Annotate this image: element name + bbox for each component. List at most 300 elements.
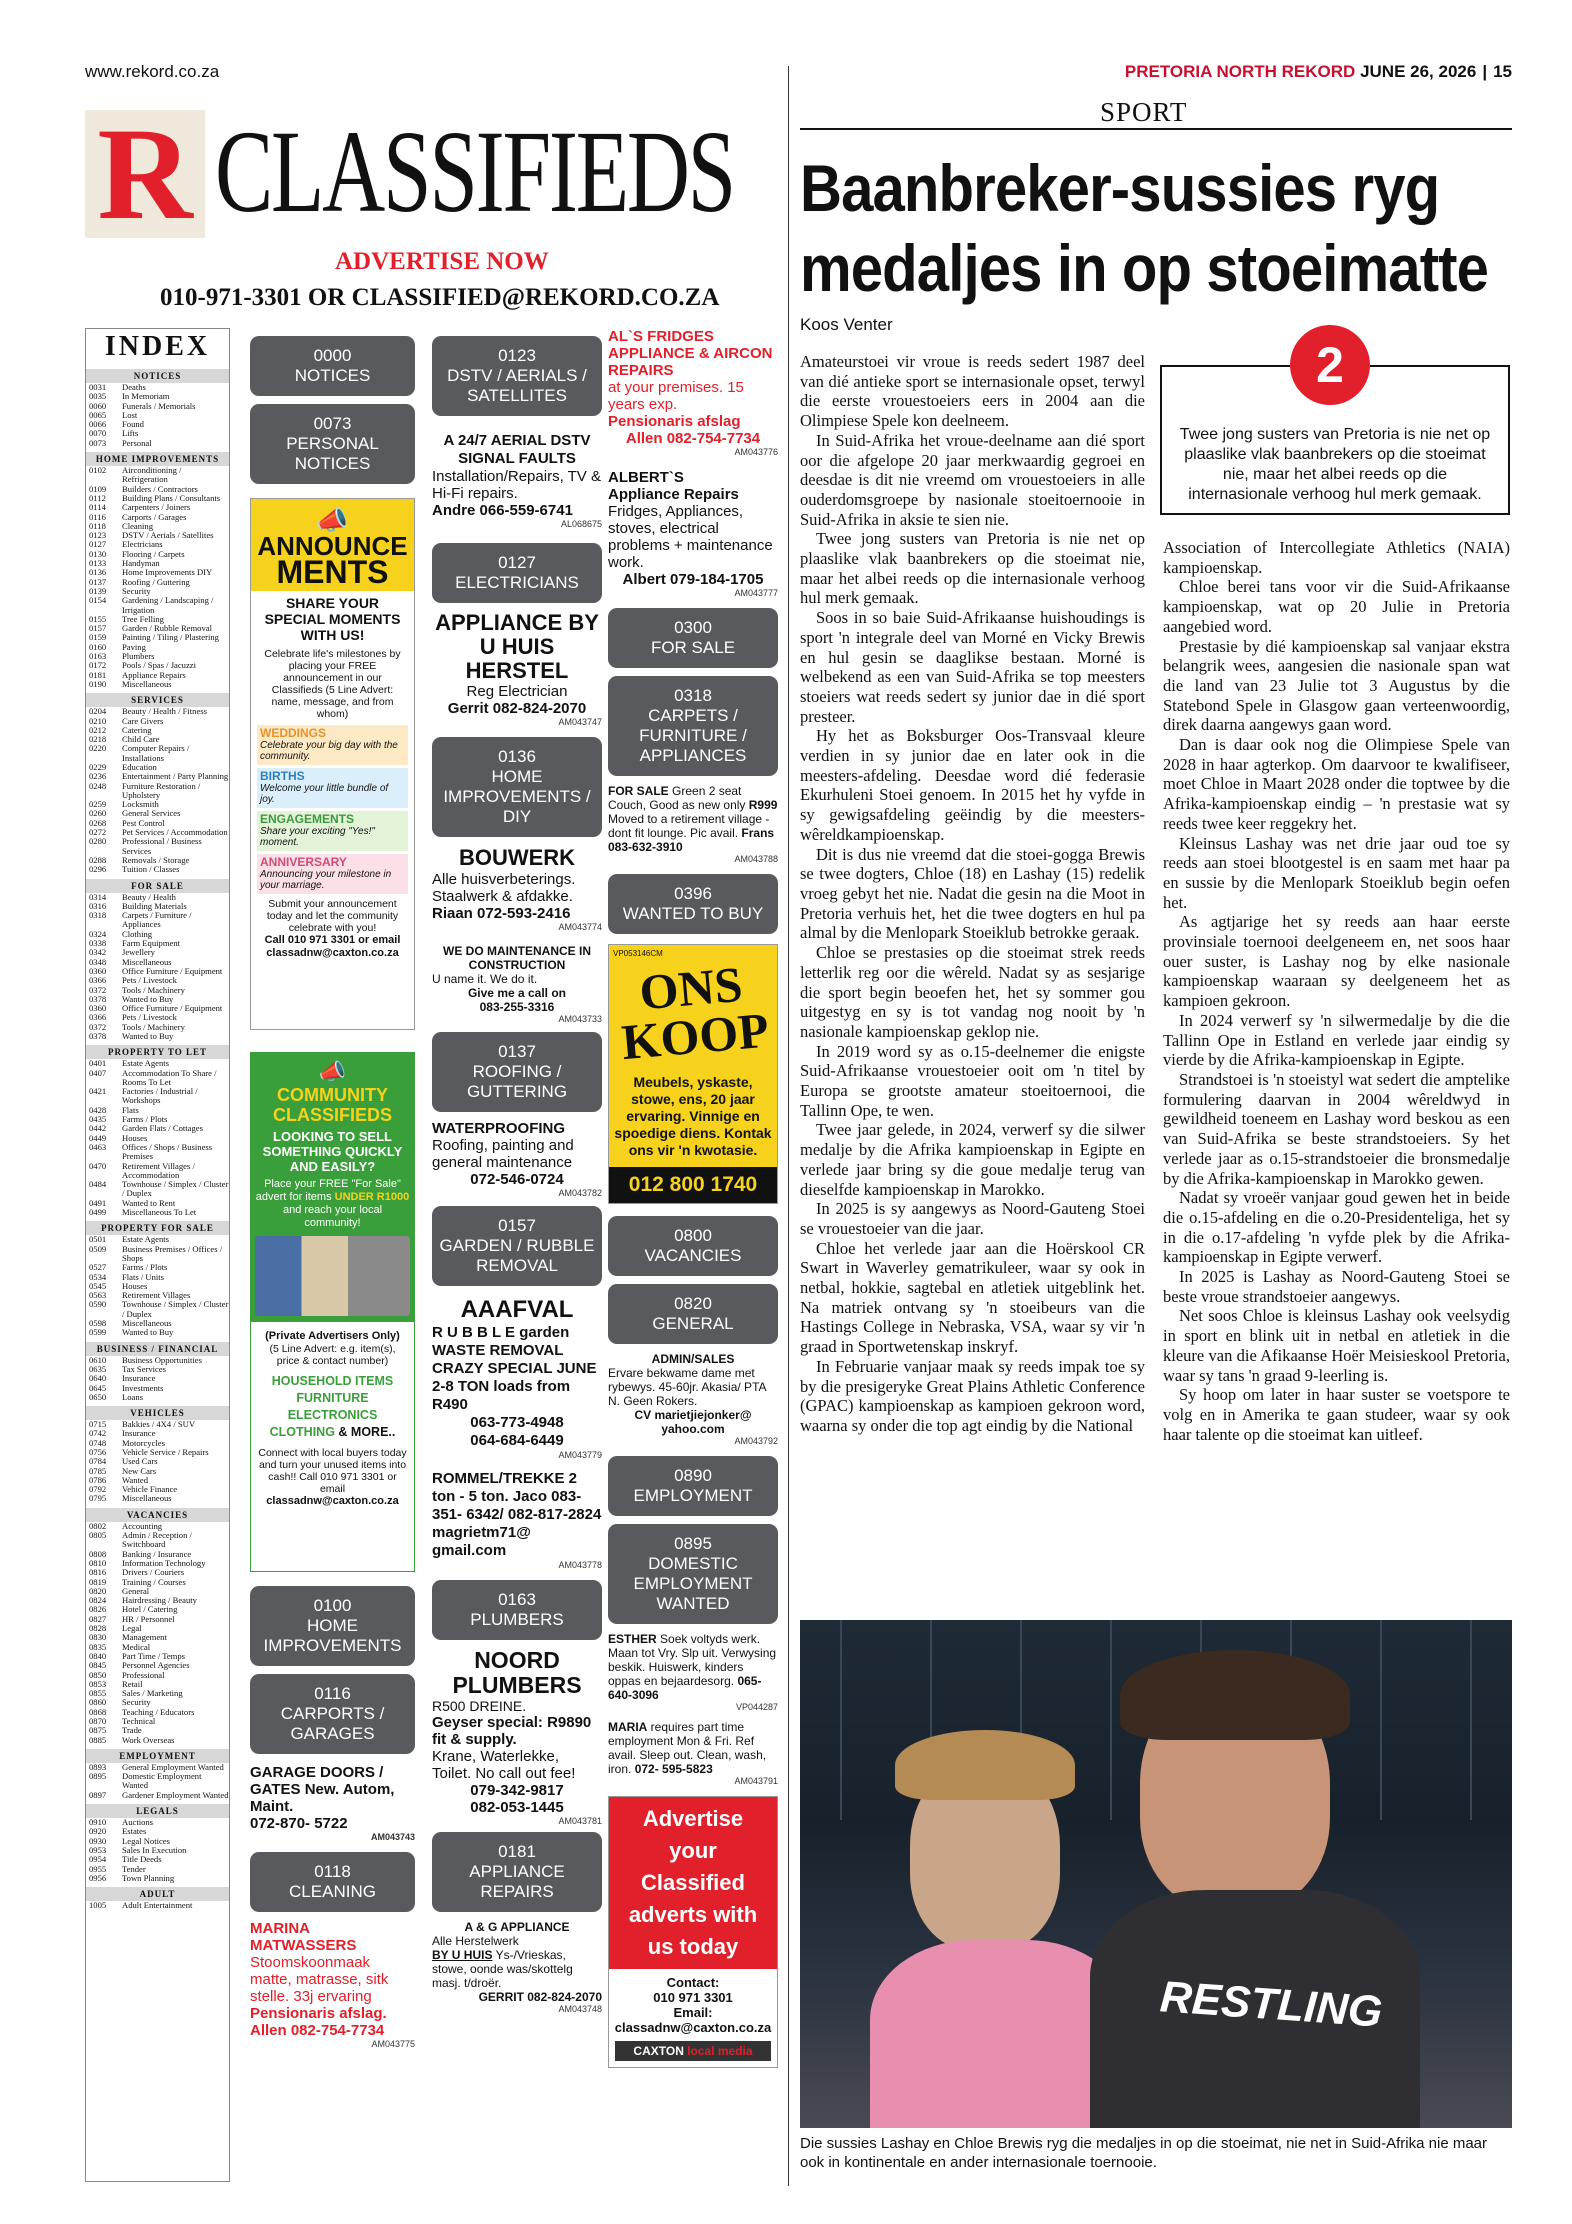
- ad-ref: AM043792: [734, 1436, 778, 1446]
- announce-email[interactable]: classadnw@caxton.co.za: [266, 947, 399, 959]
- section-label: SPORT: [1100, 97, 1188, 127]
- index-item[interactable]: 0324 Clothing: [89, 928, 153, 939]
- article-paragraph: Amateurstoei vir vroue is reeds sedert 1987 deel van dié antieke sport se internasionale opset, terwyl die eerste vrouestoeiers eers in 2004 aan die Olimpiese Spele kon deelneem.: [800, 352, 1145, 431]
- index-item[interactable]: 0401 Estate Agents: [89, 1058, 170, 1069]
- article-paragraph: In 2025 is sy aangewys as Noord-Gauteng Stoei se vrouestoeier van die jaar.: [800, 1199, 1145, 1238]
- index-item[interactable]: 0855 Sales / Marketing: [89, 1688, 183, 1699]
- article-paragraph: Twee jong susters van Pretoria is nie net op plaaslike vlak baanbrekers op die stoeimat nie, maar het albei reeds op die internasionale verhoog hul merk gemaak.: [800, 529, 1145, 608]
- index-item[interactable]: 0212 Catering: [89, 724, 152, 735]
- ad-ref: AL068675: [560, 519, 602, 529]
- article-paragraph: Strandstoei is 'n stoeistyl wat sedert die amptelike formulering daarvan in 2004 wêreldwyd in gewildheid toeneem en Lashay word beskou as een van Suid-Afrika se beste strandstoeiers. Sy het verlede jaar as o.15-strandstoeier die bronsmedalje by die Afrika-kampioenskap in Marokko gewen.: [1163, 1069, 1510, 1188]
- index-section-header: FOR SALE: [86, 879, 229, 893]
- index-item[interactable]: 0748 Motorcycles: [89, 1437, 165, 1448]
- bouwerk-text: Alle huisverbeterings. Staalwerk & afdakke.: [432, 871, 576, 905]
- index-item[interactable]: 0218 Child Care: [89, 734, 160, 745]
- index-item[interactable]: 0435 Farms / Plots: [89, 1114, 168, 1125]
- issue-date: JUNE 26, 2026: [1360, 62, 1477, 81]
- article-paragraph: Soos in so baie Suid-Afrikaanse huishoudings is sport 'n integrale deel van Morné en Vicky Brewis en hul gesin se daaglikse bestaan. Morné is welbekend as een van Suid-Afrika se top meesters stoeiers wat reeds sedert sy junior dae in dié sport presteer.: [800, 608, 1145, 726]
- admin-title: ADMIN/SALES: [651, 1352, 735, 1366]
- index-item[interactable]: 0155 Tree Felling: [89, 613, 164, 624]
- index-section-header: SERVICES: [86, 693, 229, 707]
- index-item[interactable]: 0112 Building Plans / Consultants: [89, 492, 221, 503]
- category-domestic-employment[interactable]: 0895 DOMESTIC EMPLOYMENT WANTED: [608, 1524, 778, 1624]
- column-divider: [788, 66, 789, 2186]
- index-item[interactable]: 0260 General Services: [89, 808, 181, 819]
- announce-header: [251, 499, 414, 591]
- article-paragraph: Prestasie by dié kampioenskap sal vanjaar ekstra belangrik wees, aangesien die nasionale span wat die land van 23 Julie tot 3 Augustus by die Statebond Spele in Glasgow gaan verteenwoordig, direk daarna aangewys gaan word.: [1163, 636, 1510, 735]
- index-item[interactable]: 0499 Miscellaneous To Let: [89, 1207, 197, 1218]
- index-item[interactable]: 0190 Miscellaneous: [89, 678, 172, 689]
- index-item[interactable]: 0819 Training / Courses: [89, 1576, 186, 1587]
- index-item[interactable]: 0756 Vehicle Service / Repairs: [89, 1446, 209, 1457]
- index-item[interactable]: 0954 Title Deeds: [89, 1854, 162, 1865]
- alberts-phone: Albert 079-184-1705: [622, 571, 764, 588]
- ad-ref: AM043788: [734, 854, 778, 864]
- index-item[interactable]: 0835 Medical: [89, 1641, 151, 1652]
- index-item[interactable]: 0484 Townhouse / Simplex / Cluster / Duplex: [89, 1179, 229, 1199]
- appliance-phone: Gerrit 082-824-2070: [447, 700, 587, 717]
- index-item[interactable]: 0102 Airconditioning / Refrigeration: [89, 465, 182, 485]
- index-item[interactable]: 0109 Builders / Contractors: [89, 483, 198, 494]
- index-item[interactable]: 0172 Pools / Spas / Jacuzzi: [89, 660, 196, 671]
- index-item[interactable]: 0785 New Cars: [89, 1465, 157, 1476]
- index-item[interactable]: 0563 Retirement Villages: [89, 1290, 191, 1301]
- als-phone: Allen 082-754-7734: [625, 430, 761, 447]
- aerial-ad: [432, 432, 602, 529]
- index-item[interactable]: 0154 Gardening / Landscaping / Irrigation: [89, 595, 214, 615]
- article-paragraph: As agtjarige het sy reeds aan haar eerste provinsiale toernooi deelgeneem en, net soos haar ouer suster, is Lashay nog by elke nasionale kampioenskap waaraan sy deelgeneem het as kampioen gekroon.: [1163, 912, 1510, 1011]
- index-item[interactable]: 0372 Tools / Machinery: [89, 984, 185, 995]
- aaafval-phone2: 064-684-6449: [470, 1432, 564, 1449]
- index-item[interactable]: 0136 Home Improvements DIY: [89, 567, 213, 578]
- index-item[interactable]: 0808 Banking / Insurance: [89, 1548, 192, 1559]
- community-private: (Private Advertisers Only): [265, 1330, 400, 1342]
- pull-quote-text: Twee jong susters van Pretoria is nie net op plaaslike vlak baanbrekers op die stoeimat nie, maar het albei reeds op die internasionale verhoog hul merk gemaak.: [1179, 426, 1491, 503]
- index-item[interactable]: 0795 Miscellaneous: [89, 1493, 172, 1504]
- index-item[interactable]: 0181 Appliance Repairs: [89, 669, 186, 680]
- classified-column-1: [250, 336, 415, 2049]
- engagements-block: ENGAGEMENTS Share your exciting "Yes!" moment.: [257, 811, 408, 851]
- bouwerk-phone: Riaan 072-593-2416: [432, 905, 571, 922]
- index-item[interactable]: 0830 Management: [89, 1632, 167, 1643]
- index-item[interactable]: 0509 Business Premises / Offices / Shops: [89, 1243, 223, 1263]
- alberts-title: ALBERT`S: [608, 469, 684, 486]
- index-item[interactable]: 0204 Beauty / Health / Fitness: [89, 706, 207, 717]
- index-item[interactable]: 0860 Security: [89, 1697, 151, 1708]
- maint-text: U name it. We do it.: [432, 972, 538, 986]
- index-item[interactable]: 0893 General Employment Wanted: [89, 1761, 224, 1772]
- index-item[interactable]: 0645 Investments: [89, 1382, 164, 1393]
- index-item[interactable]: 0070 Lifts: [89, 428, 139, 439]
- article-paragraph: Association of Intercollegiate Athletics (NAIA) kampioenskap.: [1163, 538, 1510, 577]
- article-photo: [800, 1620, 1512, 2128]
- ad-ref: VP044287: [735, 1702, 778, 1712]
- maint-call: Give me a call on: [467, 986, 567, 1000]
- index-item[interactable]: 0598 Miscellaneous: [89, 1318, 172, 1329]
- index-section-header: VEHICLES: [86, 1406, 229, 1420]
- garage-text: GARAGE DOORS / GATES New. Autom, Maint.: [250, 1764, 395, 1815]
- community-email[interactable]: classadnw@caxton.co.za: [266, 1495, 399, 1507]
- ag-body: BY U HUIS Ys-/Vrieskas, stowe, oonde was/skottelg masj. t/droër.: [432, 1948, 573, 1990]
- category-carports-garages[interactable]: 0116 CARPORTS / GARAGES: [250, 1674, 415, 1754]
- index-item[interactable]: 0802 Accounting: [89, 1520, 163, 1531]
- category-appliance-repairs[interactable]: 0181 APPLIANCE REPAIRS: [432, 1832, 602, 1912]
- category-plumbers[interactable]: 0163 PLUMBERS: [432, 1580, 602, 1640]
- ons-koop-text: Meubels, yskaste, stowe, ens, 20 jaar ervaring. Vinnige en spoedige diens. Kontak ons vir 'n kwotasie.: [614, 1074, 772, 1158]
- paper-name: PRETORIA NORTH REKORD: [1124, 62, 1356, 81]
- category-for-sale[interactable]: 0300 FOR SALE: [608, 608, 778, 668]
- index-item[interactable]: 0875 Trade: [89, 1725, 142, 1736]
- marina-text: Stoomskoonmaak matte, matrasse, sitk stelle. 33j ervaring: [250, 1954, 389, 2005]
- index-item[interactable]: 0118 Cleaning: [89, 520, 154, 531]
- index-item[interactable]: 0314 Beauty / Health: [89, 891, 176, 902]
- noord-text: Krane, Waterlekke, Toilet. No call out fee!: [432, 1748, 576, 1782]
- index-item[interactable]: 0407 Accommodation To Share / Rooms To Let: [89, 1067, 217, 1087]
- index-item[interactable]: 0463 Offices / Shops / Business Premises: [89, 1141, 213, 1162]
- ag-appliance-ad: [432, 1920, 602, 2014]
- noord-phone1: 079-342-9817: [470, 1782, 564, 1799]
- index-item[interactable]: 0210 Care Givers: [89, 715, 164, 726]
- announce-share: SHARE YOUR SPECIAL MOMENTS WITH US!: [264, 595, 401, 643]
- marina-phone: Allen 082-754-7734: [250, 2022, 385, 2039]
- category-cleaning[interactable]: 0118 CLEANING: [250, 1852, 415, 1912]
- alberts-ad: [608, 469, 778, 598]
- announcements-banner: [250, 498, 415, 1030]
- site-url[interactable]: www.rekord.co.za: [85, 62, 220, 81]
- index-item[interactable]: 0123 DSTV / Aerials / Satellites: [89, 530, 214, 541]
- noord-sub: R500 DREINE.: [432, 1698, 527, 1714]
- article-paragraph: Dit is dus nie vreemd dat die stoei-gogga Brewis se twee dogters, Chloe (18) en Lashay (15) redelik vroeg gebyt het nie. Nadat die gesin na die Moot in Pretoria verhuis het, het die twee dogters en hul pa almal by die Menlopark Stoeiklub betrokke geraak.: [800, 844, 1145, 943]
- index-item[interactable]: 0599 Wanted to Buy: [89, 1327, 174, 1338]
- caxton-logo: CAXTON local media: [615, 2041, 771, 2061]
- index-item[interactable]: 0827 HR / Personnel: [89, 1613, 175, 1624]
- index-item[interactable]: 0784 Used Cars: [89, 1456, 158, 1467]
- index-item[interactable]: 0850 Professional: [89, 1669, 165, 1680]
- index-item[interactable]: 0956 Town Planning: [89, 1872, 175, 1883]
- anniversary-block: ANNIVERSARY Announcing your milestone in your marriage.: [257, 854, 408, 894]
- index-item[interactable]: 0742 Insurance: [89, 1428, 156, 1439]
- marina-name: MARINA MATWASSERS: [250, 1920, 357, 1954]
- index-item[interactable]: 0296 Tuition / Classes: [89, 864, 180, 875]
- index-item[interactable]: 0421 Factories / Industrial / Workshops: [89, 1086, 198, 1106]
- article-paragraph: Chloe het verlede jaar aan die Hoërskool CR Swart in Waverley gematrikuleer, waar sy ook in netbal, hokkie, sagtebal en atletiek uitgeblink het. Na matriek ontvang sy 'n stoeibeurs van die Hastings College in Nebraska, VSA, waar sy vir 'n graad in Sportwetenskap inskryf.: [800, 1238, 1145, 1357]
- index-item[interactable]: 0114 Carpenters / Joiners: [89, 502, 191, 513]
- index-item[interactable]: 0786 Wanted: [89, 1474, 149, 1485]
- index-item[interactable]: 0810 Information Technology: [89, 1557, 206, 1568]
- appliance-title: APPLIANCE BY U HUIS HERSTEL: [435, 610, 599, 683]
- index-item[interactable]: 0870 Technical: [89, 1716, 156, 1726]
- article-byline: Koos Venter: [800, 315, 893, 334]
- community-place: Place your FREE "For Sale" advert for items UNDER R1000 and reach your local community!: [255, 1178, 410, 1229]
- article-paragraph: In Februarie vanjaar maak sy reeds impak toe sy by die presigeryke Great Plains Athletic Conference (GPAC) kampioenskap as kampioen gekroon word, waarna sy onder die top agt eindig by die National: [800, 1356, 1145, 1435]
- index-section-header: HOME IMPROVEMENTS: [86, 452, 229, 466]
- index-item[interactable]: 0650 Loans: [89, 1391, 144, 1402]
- als-text: at your premises. 15 years exp.: [608, 379, 744, 413]
- aaafval-ad: [432, 1296, 602, 1460]
- alberts-sub: Appliance Repairs: [608, 486, 739, 503]
- photo-caption: Die sussies Lashay en Chloe Brewis ryg die medaljes in op die stoeimat, nie net in Suid-Afrika nie maar ook in kontinentale en ander internasionale toernooie.: [800, 2135, 1488, 2171]
- category-employment[interactable]: 0890 EMPLOYMENT: [608, 1456, 778, 1516]
- index-item[interactable]: 0272 Pet Services / Accommodation: [89, 827, 228, 838]
- index-item[interactable]: 0229 Education: [89, 761, 157, 772]
- index-item[interactable]: 0534 Flats / Units: [89, 1271, 165, 1282]
- category-vacancies[interactable]: 0800 VACANCIES: [608, 1216, 778, 1276]
- index-item[interactable]: 0160 Paving: [89, 641, 146, 652]
- index-item[interactable]: 0930 Legal Notices: [89, 1835, 170, 1846]
- ad-ref: AM043747: [558, 717, 602, 727]
- article-paragraph: Chloe se prestasies op die stoeimat strek reeds letterlik reg oor die wêreld. Nadat sy as sesjarige die sport begin beoefen het, het sy sommer gou uitgestyg en sy is tot vandag nog nooit by 'n nasionale kampioenskap geklop nie.: [800, 943, 1145, 1041]
- index-item[interactable]: 0288 Removals / Storage: [89, 854, 190, 865]
- ag-phone: GERRIT 082-824-2070: [478, 1990, 602, 2004]
- index-section-header: PROPERTY TO LET: [86, 1045, 229, 1059]
- category-general[interactable]: 0820 GENERAL: [608, 1284, 778, 1344]
- index-item[interactable]: 0220 Computer Repairs / Installations: [89, 743, 190, 763]
- category-electricians[interactable]: 0127 ELECTRICIANS: [432, 543, 602, 603]
- index-item[interactable]: 0035 In Memoriam: [89, 391, 170, 402]
- waterproofing-ad: [432, 1120, 602, 1198]
- article-paragraph: In 2019 word sy as o.15-deelnemer die enigste Suid-Afrikaanse vrouestoeier ooit om 'n titel by Europa se grootste amateur stoeitoernooi, die Tallinn Ope, te wen.: [800, 1041, 1145, 1120]
- alberts-text: Fridges, Appliances, stoves, electrical problems + maintenance work.: [608, 503, 773, 571]
- classifieds-title: CLASSIFIEDS: [215, 106, 735, 237]
- index-item[interactable]: 0845 Personnel Agencies: [89, 1660, 190, 1671]
- index-item[interactable]: 0268 Pest Control: [89, 817, 165, 828]
- noord-plumbers-ad: [432, 1648, 602, 1826]
- index-title: INDEX: [104, 331, 211, 362]
- advertise-phone: 010 971 3301: [653, 1990, 733, 2005]
- garage-phone: 072-870- 5722: [250, 1815, 348, 1832]
- index-item[interactable]: 0236 Entertainment / Party Planning: [89, 771, 229, 782]
- rommel-ad: [432, 1470, 602, 1570]
- index-section-header: BUSINESS / FINANCIAL: [86, 1342, 229, 1356]
- index-item[interactable]: 0065 Lost: [89, 409, 138, 420]
- index-item[interactable]: 0828 Legal: [89, 1623, 142, 1634]
- admin-sales-ad: [608, 1352, 778, 1446]
- advertise-now: ADVERTISE NOW: [335, 248, 549, 275]
- ad-ref: AM043776: [734, 447, 778, 457]
- aerial-title: A 24/7 AERIAL DSTV SIGNAL FAULTS: [443, 432, 591, 467]
- index-item[interactable]: 0157 Garden / Rubble Removal: [89, 623, 212, 634]
- index-item[interactable]: 0338 Farm Equipment: [89, 938, 180, 949]
- ad-ref: AM043743: [370, 1832, 415, 1842]
- community-connect: Connect with local buyers today and turn your unused items into cash!! Call 010 971 3301 or email: [258, 1447, 407, 1495]
- classified-column-2: [432, 336, 602, 2014]
- index-item[interactable]: 0159 Painting / Tiling / Plastering: [89, 632, 219, 643]
- ons-koop-title: ONS KOOP: [619, 955, 771, 1071]
- article-column-2: [1163, 538, 1510, 1444]
- index-item[interactable]: 0545 Houses: [89, 1280, 148, 1291]
- category-dstv[interactable]: 0123 DSTV / AERIALS / SATELLITES: [432, 336, 602, 416]
- index-item[interactable]: 0360 Office Furniture / Equipment: [89, 965, 223, 976]
- index-section-header: NOTICES: [86, 369, 229, 383]
- index-item[interactable]: 0805 Admin / Reception / Switchboard: [89, 1530, 192, 1550]
- category-personal-notices[interactable]: 0073 PERSONAL NOTICES: [250, 404, 415, 484]
- als-afslag: Pensionaris afslag: [608, 413, 741, 430]
- index-item[interactable]: 0442 Garden Flats / Cottages: [89, 1123, 203, 1134]
- admin-cv: CV marietjiejonker@ yahoo.com: [634, 1408, 752, 1436]
- index-item[interactable]: 0318 Carpets / Furniture / Appliances: [89, 910, 192, 930]
- couch-for-sale-ad: FOR SALE Green 2 seat Couch, Good as new only R999 Moved to a retirement village - dont fit lounge. Pic avail. Frans 083-632-3910 AM043788: [608, 784, 778, 864]
- maint-phone: 083-255-3316: [479, 1000, 555, 1014]
- community-header: [251, 1053, 414, 1322]
- ad-ref: AM043791: [734, 1776, 778, 1786]
- index-item[interactable]: 0449 Houses: [89, 1132, 148, 1143]
- category-home-improvements[interactable]: 0100 HOME IMPROVEMENTS: [250, 1586, 415, 1666]
- advertise-email-label: Email:: [673, 2005, 713, 2020]
- index-item[interactable]: 0501 Estate Agents: [89, 1234, 170, 1245]
- index-item[interactable]: 0127 Electricians: [89, 539, 163, 550]
- als-fridges-ad: [608, 328, 778, 457]
- index-item[interactable]: 0139 Security: [89, 585, 151, 596]
- ad-ref: AM043777: [734, 588, 778, 598]
- index-item[interactable]: 0635 Tax Services: [89, 1363, 167, 1374]
- ad-ref: AM043774: [558, 922, 602, 932]
- index-section-header: VACANCIES: [86, 1508, 229, 1522]
- rekord-logo: R: [85, 110, 205, 238]
- water-phone: 072-546-0724: [470, 1171, 564, 1188]
- index-item[interactable]: 0897 Gardener Employment Wanted: [89, 1789, 229, 1800]
- index-item[interactable]: 0824 Hairdressing / Beauty: [89, 1595, 197, 1606]
- index-list: [86, 369, 229, 1910]
- index-item[interactable]: 1005 Adult Entertainment: [89, 1900, 193, 1911]
- index-item[interactable]: 0640 Insurance: [89, 1373, 156, 1384]
- maint-title: WE DO MAINTENANCE IN CONSTRUCTION: [443, 944, 591, 972]
- article-paragraph: In 2024 verwerf sy 'n silwermedalje by die die Tallinn Ope in Estland en verlede jaar eindig sy vierde by die Afrika-kampioenskap in Egipte.: [1163, 1010, 1510, 1070]
- index-item[interactable]: 0066 Found: [89, 419, 144, 430]
- ad-ref: VP053146CM: [613, 949, 663, 958]
- girl-right-hair: [1120, 1650, 1350, 1740]
- index-item[interactable]: 0826 Hotel / Catering: [89, 1604, 178, 1615]
- births-block: BIRTHS Welcome your little bundle of joy.: [257, 768, 408, 808]
- index-item[interactable]: 0116 Carports / Garages: [89, 511, 187, 522]
- article-paragraph: Kleinsus Lashay was net drie jaar oud toe sy reeds aan stoei blootgestel is en saam met haar pa en sussie by die Menlopark Stoeiklub begin oefen het.: [1163, 833, 1510, 912]
- index-item[interactable]: 0248 Furniture Restoration / Upholstery: [89, 780, 201, 800]
- index-item[interactable]: 0130 Flooring / Carpets: [89, 548, 185, 559]
- index-item[interactable]: 0360 Office Furniture / Equipment: [89, 1003, 223, 1014]
- water-text: Roofing, painting and general maintenance: [432, 1137, 574, 1171]
- index-item[interactable]: 0953 Sales In Execution: [89, 1844, 187, 1855]
- category-carpets-furniture[interactable]: 0318 CARPETS / FURNITURE / APPLIANCES: [608, 676, 778, 776]
- index-item[interactable]: 0366 Pets / Livestock: [89, 975, 177, 986]
- index-item[interactable]: 0163 Plumbers: [89, 651, 155, 662]
- category-home-diy[interactable]: 0136 HOME IMPROVEMENTS / DIY: [432, 737, 602, 837]
- index-item[interactable]: 0885 Work Overseas: [89, 1734, 175, 1745]
- article-column-1: [800, 352, 1145, 1436]
- community-categories: HOUSEHOLD ITEMS FURNITURE ELECTRONICS CLOTHING & MORE..: [269, 1374, 396, 1439]
- aaafval-title: AAAFVAL: [460, 1296, 574, 1323]
- index-item[interactable]: 0133 Handyman: [89, 558, 160, 569]
- bouwerk-title: BOUWERK: [458, 845, 576, 870]
- aaafval-sub: R U B B L E garden WASTE REMOVAL CRAZY SPECIAL JUNE 2-8 TON loads from R490: [432, 1324, 597, 1413]
- noord-title: NOORD PLUMBERS: [452, 1647, 582, 1698]
- index-item[interactable]: 0366 Pets / Livestock: [89, 1012, 177, 1023]
- classifieds-index: [85, 328, 230, 2182]
- index-item[interactable]: 0910 Auctions: [89, 1817, 154, 1828]
- index-item[interactable]: 0868 Teaching / Educators: [89, 1706, 195, 1717]
- aerial-phone: Andre 066-559-6741: [432, 502, 573, 519]
- ag-text: Alle Herstelwerk: [432, 1934, 519, 1948]
- index-item[interactable]: 0920 Estates: [89, 1826, 147, 1837]
- girl-left-hair: [895, 1730, 1075, 1800]
- index-item[interactable]: 0316 Building Materials: [89, 900, 187, 911]
- index-item[interactable]: 0073 Personal: [89, 437, 152, 448]
- index-item[interactable]: 0715 Bakkies / 4X4 / SUV: [89, 1419, 196, 1430]
- marina-ad: [250, 1920, 415, 2049]
- index-item[interactable]: 0428 Flats: [89, 1104, 139, 1115]
- index-item[interactable]: 0372 Tools / Machinery: [89, 1021, 185, 1032]
- index-item[interactable]: 0792 Vehicle Finance: [89, 1484, 178, 1495]
- megaphone-icon: 📣: [318, 1059, 347, 1084]
- aaafval-phone1: 063-773-4948: [470, 1414, 564, 1431]
- megaphone-icon: 📣: [316, 505, 349, 535]
- garage-doors-ad: [250, 1764, 415, 1842]
- index-item[interactable]: 0955 Tender: [89, 1863, 146, 1874]
- ad-ref: AM043733: [558, 1014, 602, 1024]
- index-item[interactable]: 0259 Locksmith: [89, 799, 159, 810]
- category-garden-rubble[interactable]: 0157 GARDEN / RUBBLE REMOVAL: [432, 1206, 602, 1286]
- article-paragraph: Nadat sy vroeër vanjaar goud gewen het in beide die o.15-afdeling en die o.20-Presidenteliga, het sy in die o.17-afdeling 'n vyfde plek by die Afrika-kampioenskap in Egipte verwerf.: [1163, 1188, 1510, 1267]
- article-paragraph: Net soos Chloe is kleinsus Lashay ook veelsydig in sport en blink uit in netbal en atletiek in die kleure van die Afikaanse Hoër Meisieskool Pretoria, waar sy tans 'n graad 9-leerling is.: [1163, 1306, 1510, 1385]
- index-item[interactable]: 0840 Part Time / Temps: [89, 1650, 185, 1661]
- article-paragraph: Dan is daar ook nog die Olimpiese Spele van 2028 in haar agterkop. Om daarvoor te kwalifiseer, moet Chloe in Maart 2028 onder die toptwee by die Afrika-kampioenskap eindig – 'n prestasie wat sy reeds twee keer reggekry het.: [1163, 735, 1510, 833]
- index-item[interactable]: 0031 Deaths: [89, 382, 146, 392]
- index-item[interactable]: 0590 Townhouse / Simplex / Cluster / Duplex: [89, 1299, 229, 1319]
- ag-title: A & G APPLIANCE: [464, 1920, 570, 1934]
- page-number: 15: [1493, 62, 1512, 81]
- ad-ref: AM043778: [558, 1560, 602, 1570]
- index-section-header: ADULT: [86, 1887, 229, 1901]
- article-paragraph: In Suid-Afrika het vroue-deelname aan dié sport oor die afgelope 20 jaar merkwaardig gegroei en deesdae is dit nie vreemd om vrouestoeiers in alle ouderdomsgroepe by nasionale stoeitoernooie in Suid-Afrika in aksie te sien nie.: [800, 430, 1145, 529]
- section-rule: [800, 128, 1512, 130]
- weddings-block: WEDDINGS Celebrate your big day with the community.: [257, 725, 408, 765]
- shirt-text: RESTLING: [1158, 1972, 1384, 2037]
- advertise-email[interactable]: classadnw@caxton.co.za: [614, 2020, 772, 2035]
- index-item[interactable]: 0895 Domestic Employment Wanted: [89, 1771, 202, 1791]
- index-item[interactable]: 0820 General: [89, 1585, 150, 1596]
- separator: |: [1482, 62, 1488, 81]
- index-item[interactable]: 0853 Retail: [89, 1678, 143, 1689]
- bouwerk-ad: [432, 845, 602, 932]
- index-item[interactable]: 0610 Business Opportunities: [89, 1354, 202, 1365]
- index-item[interactable]: 0491 Wanted to Rent: [89, 1197, 176, 1208]
- index-item[interactable]: 0378 Wanted to Buy: [89, 993, 174, 1004]
- noord-special: Geyser special: R9890 fit & supply.: [432, 1714, 592, 1748]
- index-item[interactable]: 0342 Jewellery: [89, 947, 155, 958]
- community-private-sub: (5 Line Advert: e.g. item(s), price & contact number): [269, 1343, 396, 1367]
- index-item[interactable]: 0280 Professional / Business Services: [89, 836, 202, 856]
- ons-koop-phone: 012 800 1740: [609, 1167, 777, 1203]
- announce-title: ANNOUNCE MENTS: [257, 531, 408, 590]
- index-item[interactable]: 0348 Miscellaneous: [89, 956, 172, 967]
- category-roofing[interactable]: 0137 ROOFING / GUTTERING: [432, 1032, 602, 1112]
- index-item[interactable]: 0527 Farms / Plots: [89, 1262, 168, 1273]
- ons-koop-ad: [608, 944, 778, 1204]
- category-wanted-to-buy[interactable]: 0396 WANTED TO BUY: [608, 874, 778, 934]
- community-classifieds-banner: [250, 1052, 415, 1572]
- category-notices[interactable]: 0000 NOTICES: [250, 336, 415, 396]
- esther-ad: ESTHER Soek voltyds werk. Maan tot Vry. Slp uit. Verwysing beskik. Huiswerk, kinders oppas en bejaardesorg. 065-640-3096 VP044287: [608, 1632, 778, 1712]
- index-item[interactable]: 0470 Retirement Villages / Accommodation: [89, 1160, 195, 1180]
- index-item[interactable]: 0378 Wanted to Buy: [89, 1031, 174, 1041]
- index-item[interactable]: 0816 Drivers / Couriers: [89, 1567, 185, 1578]
- index-section-header: EMPLOYMENT: [86, 1749, 229, 1763]
- index-item[interactable]: 0137 Roofing / Guttering: [89, 576, 190, 587]
- classified-column-3: [608, 328, 778, 2068]
- announce-submit: Submit your announcement today and let the community celebrate with you!: [266, 898, 399, 934]
- community-title: COMMUNITY CLASSIFIEDS: [272, 1085, 392, 1125]
- index-item[interactable]: 0060 Funerals / Memorials: [89, 400, 196, 411]
- announce-intro: Celebrate life's milestones by placing your FREE announcement in our Classifieds (5 Line Advert: name, message, and from whom): [264, 648, 401, 720]
- classifieds-contact: 010-971-3301 OR CLASSIFIED@REKORD.CO.ZA: [160, 284, 720, 311]
